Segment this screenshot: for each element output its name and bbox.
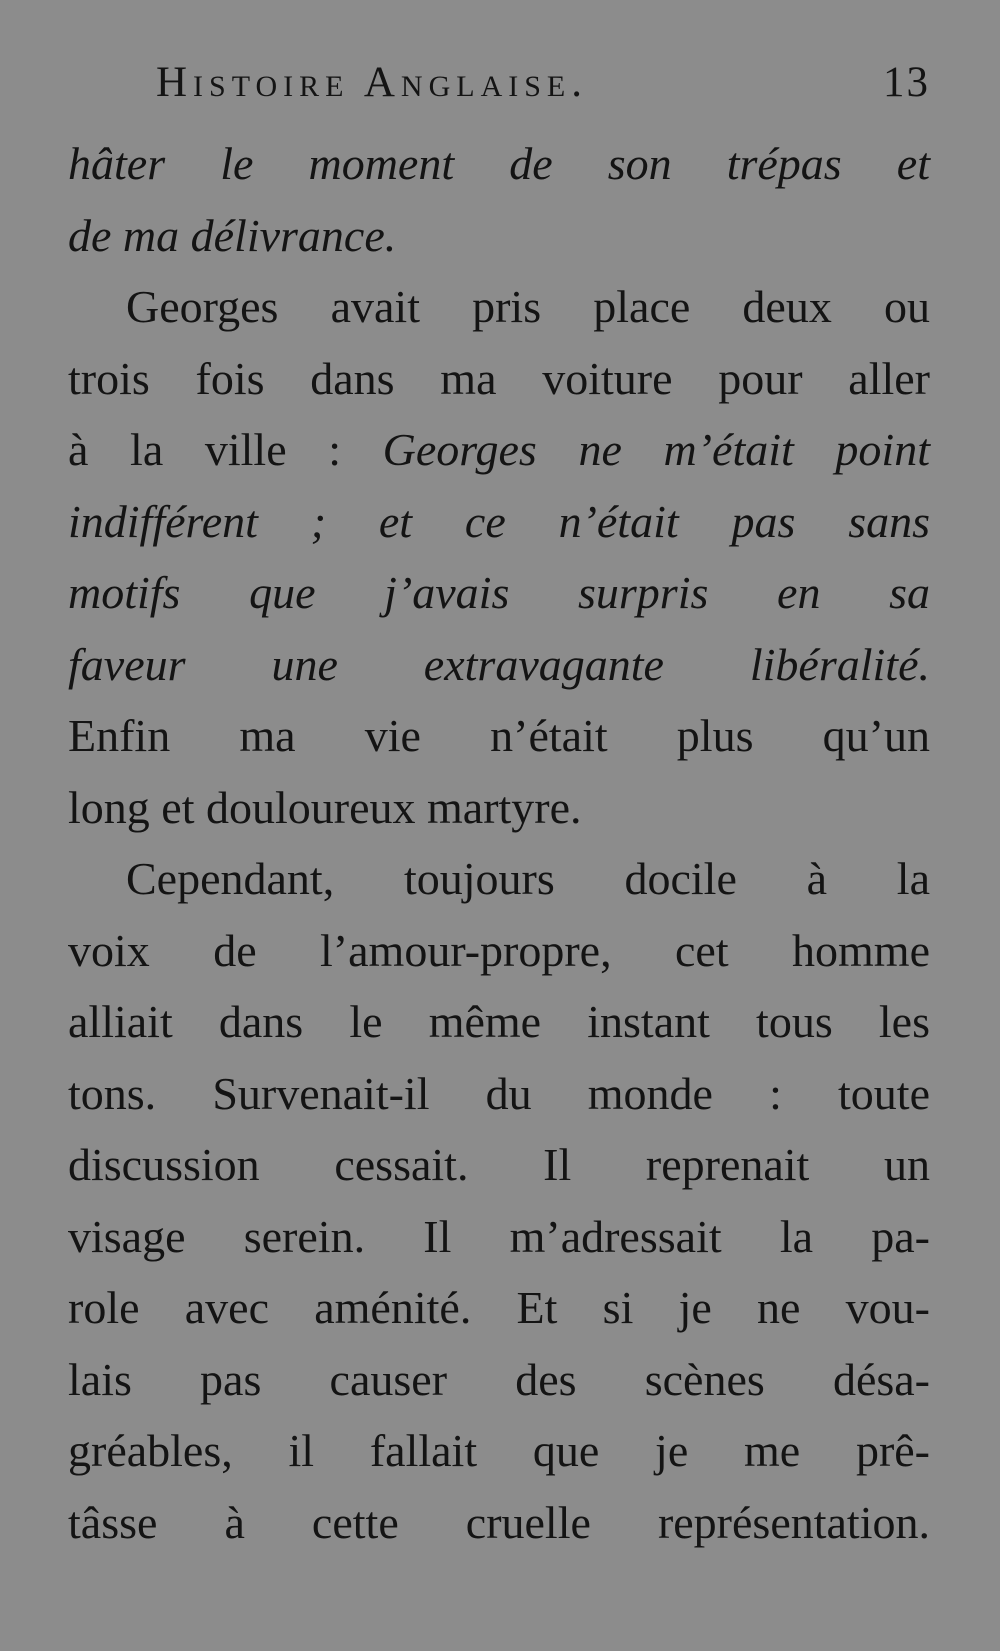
italic-text: motifs que j’avais surpris en sa <box>68 567 930 618</box>
page-number: 13 <box>883 59 930 106</box>
italic-text: indifférent ; et ce n’était pas sans <box>68 495 930 547</box>
text-line <box>68 986 930 1058</box>
roman-text: tons. Survenait-il du monde : toute <box>68 1067 930 1119</box>
text-line <box>68 200 930 272</box>
roman-text: tâsse à cette cruelle représentation. <box>68 1496 930 1548</box>
text-line <box>68 1272 930 1344</box>
text-line <box>68 557 930 629</box>
roman-text: Enfin ma vie n’était plus qu’un <box>68 710 930 761</box>
italic-text: faveur une extravagante libéralité. <box>68 638 930 690</box>
italic-text: hâter le moment de son trépas et <box>68 138 930 189</box>
roman-text: lais pas causer des scènes désa- <box>68 1353 930 1405</box>
roman-text: à la ville : <box>68 424 383 475</box>
roman-text: gréables, il fallait que je me prê- <box>68 1425 930 1476</box>
text-line <box>68 772 930 844</box>
text-line <box>68 629 930 701</box>
roman-text: role avec aménité. Et si je ne vou- <box>68 1282 930 1333</box>
roman-text: voix de l’amour-propre, cet homme <box>68 924 930 976</box>
text-line <box>68 414 930 486</box>
roman-text: visage serein. Il m’adressait la pa- <box>68 1210 930 1262</box>
roman-text: alliait dans le même instant tous les <box>68 996 930 1047</box>
text-line <box>68 1201 930 1273</box>
book-page <box>68 58 930 1558</box>
text-line <box>68 1487 930 1559</box>
italic-text: Georges ne m’était point <box>382 424 930 475</box>
body-text <box>68 128 930 1558</box>
text-line <box>68 1129 930 1201</box>
running-title: Histoire Anglaise. <box>156 59 589 106</box>
text-line <box>68 915 930 987</box>
roman-text: Cependant, toujours docile à la <box>126 853 930 904</box>
italic-text: de ma délivrance. <box>68 209 397 261</box>
text-line <box>68 700 930 772</box>
roman-text: long et douloureux martyre. <box>68 781 582 833</box>
text-line <box>68 1415 930 1487</box>
text-line <box>68 1058 930 1130</box>
text-line <box>68 1344 930 1416</box>
roman-text: trois fois dans ma voiture pour aller <box>68 352 930 404</box>
text-line <box>68 343 930 415</box>
paragraph-start-line <box>68 843 930 915</box>
roman-text: discussion cessait. Il reprenait un <box>68 1139 930 1190</box>
running-head <box>156 58 930 128</box>
text-line <box>68 486 930 558</box>
paragraph-start-line <box>68 271 930 343</box>
roman-text: Georges avait pris place deux ou <box>126 281 930 332</box>
text-line <box>68 128 930 200</box>
